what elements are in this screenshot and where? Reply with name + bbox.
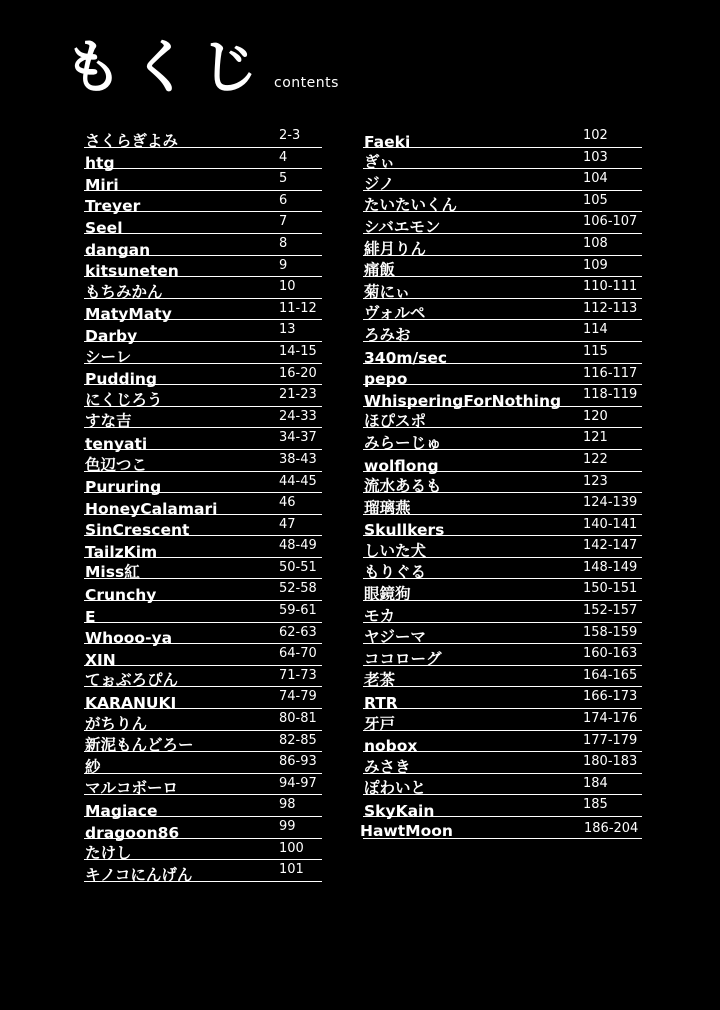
toc-entry-name: ぎぃ — [364, 153, 396, 172]
toc-entry-pages: 16-20 — [279, 365, 317, 381]
toc-entry — [363, 126, 642, 151]
toc-entry — [363, 515, 642, 540]
toc-entry — [363, 407, 642, 429]
toc-entry — [84, 320, 322, 345]
toc-entry-pages: 14-15 — [279, 343, 317, 359]
toc-entry-name: E — [85, 607, 96, 626]
toc-entry — [363, 601, 642, 623]
toc-entry-pages: 124-139 — [583, 495, 638, 511]
toc-entry-pages: 112-113 — [583, 300, 638, 316]
toc-entry-pages: 114 — [583, 322, 608, 338]
toc-entry-name: kitsuneten — [85, 262, 179, 281]
toc-entry-name: Skullkers — [364, 521, 445, 540]
toc-column-left — [84, 126, 322, 882]
toc-entry-name: pepo — [364, 370, 408, 389]
toc-entry-name: ジノ — [364, 174, 395, 193]
toc-entry-pages: 62-63 — [279, 624, 317, 640]
toc-entry — [84, 795, 322, 820]
toc-entry-name: にくじろう — [85, 390, 163, 409]
toc-entry — [84, 752, 322, 774]
toc-entry — [363, 731, 642, 756]
toc-entry-name: XIN — [85, 650, 116, 669]
toc-entry-name: ぽわいと — [364, 779, 427, 798]
toc-entry-name: Pudding — [85, 370, 158, 389]
toc-entry-name: dangan — [85, 240, 151, 259]
toc-entry — [363, 234, 642, 256]
toc-entry-name: Seel — [85, 218, 123, 237]
toc-entry-pages: 82-85 — [279, 732, 317, 748]
toc-entry — [84, 839, 322, 861]
toc-entry — [363, 148, 642, 170]
toc-entry — [84, 364, 322, 389]
toc-entry-pages: 64-70 — [279, 646, 317, 662]
toc-entry-pages: 11-12 — [279, 300, 317, 316]
toc-entry-name: 瑠璃燕 — [364, 498, 411, 517]
toc-entry-name: Pururing — [85, 478, 162, 497]
toc-entry-pages: 9 — [279, 257, 288, 273]
toc-entry-name: しいた犬 — [364, 541, 427, 560]
toc-entry-name: tenyati — [85, 434, 148, 453]
toc-entry-pages: 47 — [279, 516, 296, 532]
toc-entry — [363, 169, 642, 191]
toc-entry-name: さくらぎよみ — [85, 131, 179, 150]
toc-entry-pages: 158-159 — [583, 624, 638, 640]
toc-entry-pages: 4 — [279, 149, 288, 165]
toc-entry-pages: 142-147 — [583, 538, 638, 554]
toc-entry-pages: 48-49 — [279, 538, 317, 554]
toc-entry — [84, 450, 322, 472]
toc-entry-name: モカ — [364, 606, 396, 625]
toc-entry-name: SkyKain — [364, 802, 435, 820]
toc-entry — [84, 277, 322, 299]
toc-entry — [84, 817, 322, 842]
toc-entry — [84, 299, 322, 324]
toc-entry-pages: 24-33 — [279, 408, 317, 424]
toc-entry-name: Whooo-ya — [85, 629, 173, 648]
toc-entry-pages: 166-173 — [583, 689, 638, 705]
toc-entry-name: ココローグ — [364, 649, 442, 668]
toc-entry-name: KARANUKI — [85, 694, 177, 713]
toc-entry — [363, 752, 642, 774]
toc-entry-pages: 98 — [279, 797, 296, 813]
toc-entry — [84, 774, 322, 796]
toc-entry-name: 紗 — [85, 757, 101, 776]
toc-entry-pages: 71-73 — [279, 667, 317, 683]
toc-entry — [84, 666, 322, 688]
toc-entry-name: ヴォルペ — [364, 304, 426, 323]
toc-entry-pages: 120 — [583, 408, 608, 424]
toc-entry-name: ほぴスポ — [364, 412, 427, 431]
toc-entry — [363, 493, 642, 515]
toc-entry-pages: 148-149 — [583, 559, 638, 575]
toc-entry-name: htg — [85, 154, 115, 173]
toc-entry — [84, 558, 322, 580]
toc-entry-name: 菊にぃ — [364, 282, 411, 301]
toc-entry-pages: 118-119 — [583, 387, 638, 403]
toc-entry-name: Magiace — [85, 802, 158, 820]
toc-entry-pages: 59-61 — [279, 603, 317, 619]
toc-entry-pages: 150-151 — [583, 581, 638, 597]
toc-entry — [363, 623, 642, 645]
toc-entry-pages: 13 — [279, 322, 296, 338]
toc-entry — [84, 601, 322, 626]
toc-entry-pages: 44-45 — [279, 473, 317, 489]
toc-entry-name: Miri — [85, 175, 119, 194]
toc-entry-pages: 8 — [279, 235, 288, 251]
toc-entry-pages: 94-97 — [279, 775, 317, 791]
toc-entry-name: シバエモン — [364, 217, 441, 236]
toc-entry-name: ろみお — [364, 325, 411, 344]
toc-entry — [84, 709, 322, 731]
toc-entry-name: がちりん — [85, 714, 148, 733]
toc-entry-pages: 52-58 — [279, 581, 317, 597]
toc-entry-name: nobox — [364, 737, 418, 756]
toc-entry-pages: 34-37 — [279, 430, 317, 446]
toc-entry-pages: 164-165 — [583, 667, 638, 683]
toc-entry — [363, 558, 642, 580]
toc-entry-name: 老茶 — [364, 671, 396, 690]
toc-entry-name: 新泥もんどろー — [85, 736, 194, 755]
toc-entry-pages: 46 — [279, 495, 296, 511]
toc-entry — [363, 299, 642, 321]
toc-entry-pages: 2-3 — [279, 128, 301, 143]
toc-entry-pages: 122 — [583, 451, 608, 467]
toc-entry-name: もちみかん — [85, 282, 163, 301]
toc-entry-pages: 10 — [279, 279, 296, 295]
toc-entry-name: 緋月りん — [364, 239, 427, 258]
toc-entry-pages: 109 — [583, 257, 608, 273]
toc-entry-name: みさき — [364, 757, 411, 776]
toc-entry — [363, 795, 642, 820]
toc-entry-pages: 152-157 — [583, 603, 638, 619]
toc-entry-pages: 104 — [583, 171, 608, 187]
toc-entry-pages: 38-43 — [279, 451, 317, 467]
toc-entry-pages: 123 — [583, 473, 608, 489]
toc-entry — [84, 644, 322, 669]
toc-entry-pages: 86-93 — [279, 754, 317, 770]
toc-entry — [84, 472, 322, 497]
toc-entry-name: 牙戸 — [364, 714, 396, 733]
toc-entry-pages: 5 — [279, 171, 288, 187]
toc-entry — [84, 515, 322, 540]
toc-entry-name: MatyMaty — [85, 305, 172, 324]
toc-entry-name: wolflong — [364, 456, 439, 475]
toc-entry — [363, 666, 642, 688]
toc-entry — [84, 148, 322, 173]
toc-entry — [363, 191, 642, 213]
toc-entry — [84, 234, 322, 259]
page-subtitle: contents — [274, 75, 339, 91]
toc-entry-pages: 50-51 — [279, 559, 317, 575]
toc-entry — [363, 320, 642, 342]
toc-entry-pages: 99 — [279, 819, 296, 834]
toc-entry-pages: 184 — [583, 775, 608, 791]
toc-entry — [84, 493, 322, 518]
toc-entry-pages: 105 — [583, 192, 608, 208]
toc-entry-pages: 80-81 — [279, 711, 317, 727]
toc-entry-name: 痛飯 — [364, 261, 396, 280]
toc-column-right — [360, 126, 642, 840]
toc-entry-pages: 106-107 — [583, 214, 638, 230]
toc-entry-name: WhisperingForNothing — [364, 391, 562, 410]
toc-entry-name: HawtMoon — [360, 821, 453, 840]
toc-entry-name: Crunchy — [85, 586, 157, 605]
toc-entry — [84, 860, 322, 882]
page-title: もくじ — [64, 33, 269, 101]
toc-entry — [363, 536, 642, 558]
toc-entry-pages: 174-176 — [583, 711, 638, 727]
toc-entry-pages: 6 — [279, 192, 288, 208]
toc-entry — [363, 644, 642, 666]
toc-entry — [363, 579, 642, 604]
toc-entry-name: HoneyCalamari — [85, 499, 218, 518]
toc-entry-pages: 121 — [583, 430, 608, 446]
toc-entry — [84, 731, 322, 753]
toc-entry-name: ヤジーマ — [364, 628, 426, 647]
toc-entry — [363, 342, 642, 367]
toc-entry-name: Faeki — [364, 132, 411, 151]
toc-entry-pages: 102 — [583, 128, 608, 143]
toc-entry-pages: 108 — [583, 235, 608, 251]
toc-entry — [84, 126, 322, 148]
toc-entry — [84, 191, 322, 216]
toc-entry — [84, 169, 322, 194]
toc-entry-name: Darby — [85, 326, 138, 345]
toc-entry-pages: 185 — [583, 797, 608, 813]
toc-entry-name: dragoon86 — [85, 823, 180, 842]
toc-entry — [363, 212, 642, 234]
toc-entry-name: マルコボーロ — [85, 779, 179, 798]
toc-entry-name: Treyer — [85, 197, 141, 216]
toc-entry — [84, 212, 322, 237]
toc-entry — [363, 428, 642, 450]
toc-entry — [84, 579, 322, 605]
toc-entry-name: てぉぶろぴん — [85, 671, 179, 690]
toc-entry — [363, 385, 642, 410]
toc-entry — [84, 687, 322, 713]
toc-entry-name: 流水あるも — [364, 477, 442, 496]
toc-entry-pages: 177-179 — [583, 732, 638, 748]
toc-entry-name: すな吉 — [85, 412, 132, 431]
toc-entry — [363, 709, 642, 731]
toc-entry-name: キノコにんげん — [85, 865, 193, 884]
toc-entry-name: 色辺つこ — [85, 455, 148, 474]
toc-entry-name: みらーじゅ — [364, 433, 442, 452]
toc-entry-name: SinCrescent — [85, 521, 190, 540]
toc-entry-name: RTR — [364, 694, 398, 713]
toc-entry — [84, 256, 322, 281]
toc-entry-name: たけし — [85, 844, 132, 863]
toc-entry — [363, 472, 642, 494]
toc-entry-pages: 74-79 — [279, 689, 317, 705]
toc-entry-name: たいたいくん — [364, 196, 458, 215]
toc-entry — [84, 623, 322, 648]
toc-entry — [363, 687, 642, 713]
toc-entry — [84, 385, 322, 407]
toc-entry — [84, 407, 322, 429]
toc-entry-pages: 115 — [583, 343, 608, 359]
toc-entry-pages: 103 — [583, 149, 608, 165]
toc-entry-name: もりぐる — [364, 563, 427, 582]
toc-entry-pages: 100 — [279, 840, 304, 856]
toc-entry-pages: 101 — [279, 862, 304, 878]
toc-entry-pages: 7 — [279, 214, 288, 230]
toc-entry — [84, 342, 322, 364]
toc-entry-name: Miss紅 — [85, 563, 140, 582]
toc-entry-pages: 116-117 — [583, 365, 638, 381]
toc-entry-pages: 110-111 — [583, 279, 638, 295]
toc-entry-name: TailzKim — [85, 542, 158, 561]
toc-entry — [84, 536, 322, 561]
toc-entry-pages: 180-183 — [583, 754, 638, 770]
toc-entry — [363, 277, 642, 299]
toc-entry — [363, 256, 642, 278]
toc-entry-pages: 21-23 — [279, 387, 317, 403]
toc-entry-name: シーレ — [85, 347, 132, 366]
toc-entry-pages: 140-141 — [583, 516, 638, 532]
toc-entry-name: 眼鏡狗 — [364, 585, 411, 604]
toc-entry — [363, 774, 642, 796]
toc-entry-pages: 186-204 — [584, 821, 639, 836]
toc-entry — [360, 817, 642, 840]
toc-entry — [363, 450, 642, 475]
toc-entry-pages: 160-163 — [583, 646, 638, 662]
toc-entry-name: 340m/sec — [364, 348, 448, 367]
toc-entry — [363, 364, 642, 389]
page-header — [64, 33, 339, 101]
toc-entry — [84, 428, 322, 453]
